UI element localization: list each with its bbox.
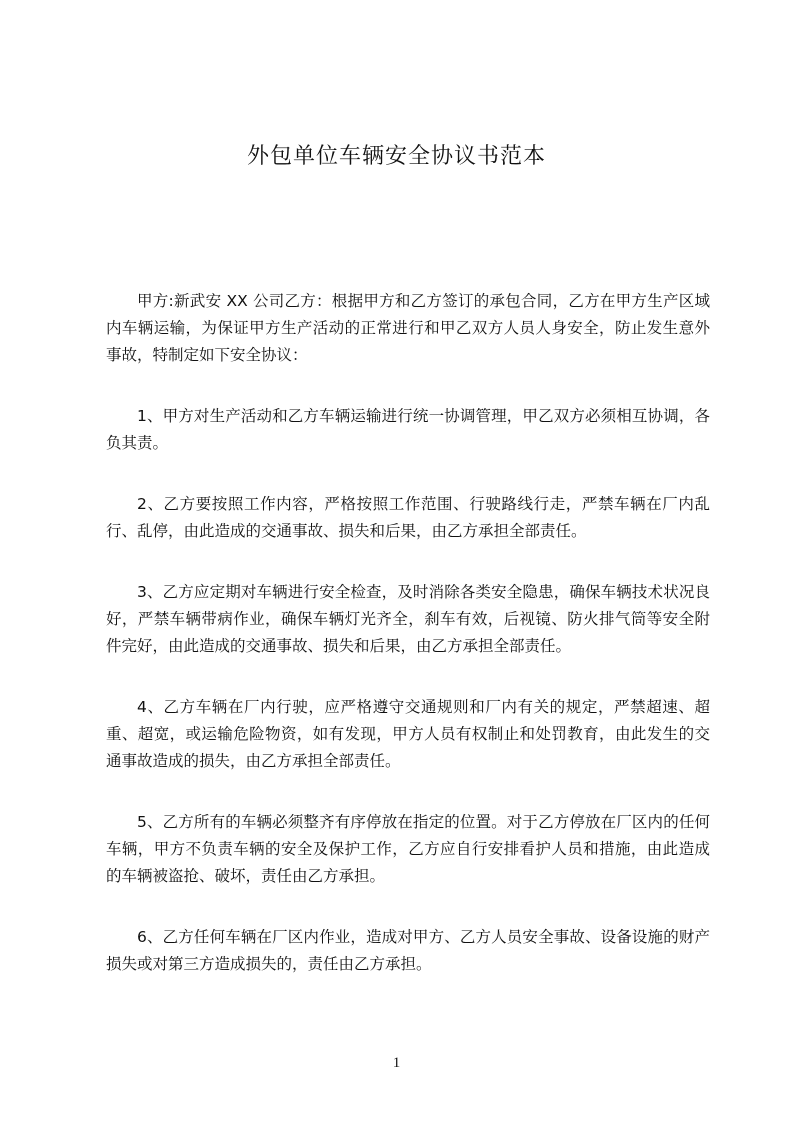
clause-5-paragraph: 5、乙方所有的车辆必须整齐有序停放在指定的位置。对于乙方停放在厂区内的任何车辆，甲方不负责车辆的安全及保护工作，乙方应自行安排看护人员和措施，由此造成的车辆被盗抢、破坏，责任由乙方承担。	[106, 813, 710, 885]
clause-3-paragraph: 3、乙方应定期对车辆进行安全检查，及时消除各类安全隐患，确保车辆技术状况良好，严禁车辆带病作业，确保车辆灯光齐全，刹车有效，后视镜、防火排气筒等安全附件完好，由此造成的交通事故、损失和后果，由乙方承担全部责任。	[106, 583, 710, 655]
clause-1-paragraph: 1、甲方对生产活动和乙方车辆运输进行统一协调管理，甲乙双方必须相互协调，各负其责。	[106, 407, 710, 452]
page-number: 1	[392, 1055, 401, 1071]
document-body	[106, 288, 710, 1012]
document-title: 外包单位车辆安全协议书范本	[246, 144, 546, 169]
clause-2-paragraph: 2、乙方要按照工作内容，严格按照工作范围、行驶路线行走，严禁车辆在厂内乱行、乱停，由此造成的交通事故、损失和后果，由乙方承担全部责任。	[106, 495, 710, 540]
clause-4-paragraph: 4、乙方车辆在厂内行驶，应严格遵守交通规则和厂内有关的规定，严禁超速、超重、超宽，或运输危险物资，如有发现，甲方人员有权制止和处罚教育，由此发生的交通事故造成的损失，由乙方承担全部责任。	[106, 698, 710, 770]
intro-paragraph: 甲方:新武安 XX 公司乙方：根据甲方和乙方签订的承包合同，乙方在甲方生产区域内车辆运输，为保证甲方生产活动的正常进行和甲乙双方人员人身安全，防止发生意外事故，特制定如下安全协议：	[106, 292, 710, 364]
clause-6-paragraph: 6、乙方任何车辆在厂区内作业，造成对甲方、乙方人员安全事故、设备设施的财产损失或对第三方造成损失的，责任由乙方承担。	[106, 928, 710, 973]
